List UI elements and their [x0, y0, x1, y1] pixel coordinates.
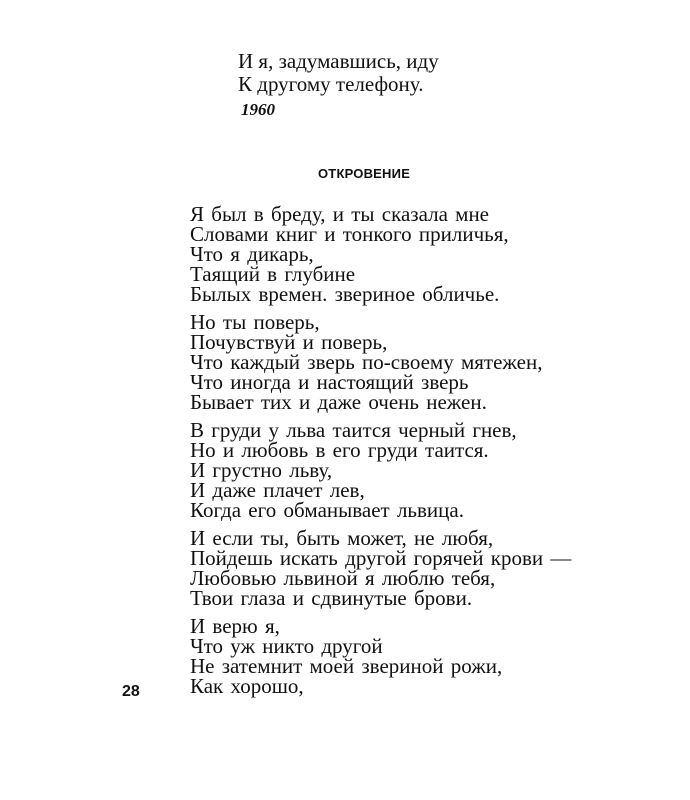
poem-line: В груди у льва таится черный гнев, [190, 418, 517, 442]
previous-poem-date: 1960 [241, 100, 275, 119]
poem-line: И верю я, [190, 614, 280, 638]
poem-line: Но и любовь в его груди таится. [190, 438, 489, 462]
poem-line: Пойдешь искать другой горячей крови — [190, 546, 572, 570]
poem-line: И грустно льву, [190, 458, 333, 482]
stanza-3 [190, 420, 571, 520]
poem-line: Что иногда и настоящий зверь [190, 370, 469, 394]
poem-line: Бывает тих и даже очень нежен. [190, 390, 487, 414]
previous-poem-line: К другому телефону. [238, 72, 424, 96]
poem-line: Таящий в глубине [190, 262, 356, 286]
poem-body [190, 204, 571, 704]
poem-line: И если ты, быть может, не любя, [190, 526, 494, 550]
stanza-2 [190, 312, 571, 412]
poem-line: Но ты поверь, [190, 310, 320, 334]
poem-line: Как хорошо, [190, 674, 304, 698]
previous-poem-ending [238, 50, 439, 96]
page-number: 28 [122, 683, 140, 700]
poem-line: Твои глаза и сдвинутые брови. [190, 586, 473, 610]
stanza-5 [190, 616, 571, 696]
poem-line: Когда его обманывает львица. [190, 498, 464, 522]
poem-line: Словами книг и тонкого приличья, [190, 222, 509, 246]
poem-line: Любовью львиной я люблю тебя, [190, 566, 496, 590]
poem-title: ОТКРОВЕНИЕ [318, 166, 411, 181]
poem-line: Былых времен. звериное обличье. [190, 282, 500, 306]
stanza-1 [190, 204, 571, 304]
poem-line: Что каждый зверь по-своему мятежен, [190, 350, 543, 374]
poem-line: Что уж никто другой [190, 634, 383, 658]
poem-line: Я был в бреду, и ты сказала мне [190, 202, 490, 226]
poem-line: Что я дикарь, [190, 242, 314, 266]
stanza-4 [190, 528, 571, 608]
poem-line: И даже плачет лев, [190, 478, 365, 502]
previous-poem-line: И я, задумавшись, иду [238, 49, 439, 73]
poem-line: Почувствуй и поверь, [190, 330, 388, 354]
poem-line: Не затемнит моей звериной рожи, [190, 654, 503, 678]
